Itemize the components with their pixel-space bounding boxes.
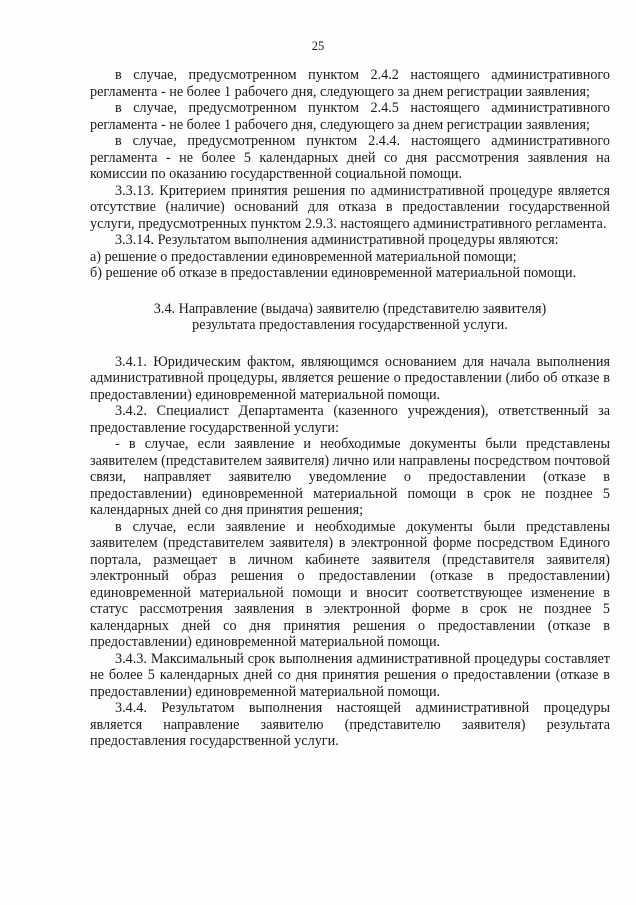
paragraph: 3.4.2. Специалист Департамента (казенного учреждения), ответственный за предоставление государственной услуги: xyxy=(90,403,610,436)
list-item: а) решение о предоставлении единовременной материальной помощи; xyxy=(90,248,517,265)
section-heading xyxy=(90,301,610,334)
document-body xyxy=(90,67,610,750)
paragraph: в случае, предусмотренном пунктом 2.4.2 настоящего административного регламента - не более 1 рабочего дня, следующего за днем регистрации заявления; xyxy=(90,67,610,100)
paragraph: в случае, предусмотренном пунктом 2.4.5 настоящего административного регламента - не более 1 рабочего дня, следующего за днем регистрации заявления; xyxy=(90,100,610,133)
paragraph: - в случае, если заявление и необходимые документы были представлены заявителем (представителем заявителя) лично или направлены посредством почтовой связи, направляет заявителю уведомление о предоставлении (отказе в предоставлении) единовременной материальной помощи в срок не позднее 5 календарных дней со дня принятия решения; xyxy=(90,436,610,518)
list-item: б) решение об отказе в предоставлении единовременной материальной помощи. xyxy=(90,265,577,281)
paragraph: 3.4.3. Максимальный срок выполнения административной процедуры составляет не более 5 календарных дней со дня принятия решения о предоставлении (отказе в предоставлении) единовременной материальной помощи. xyxy=(90,650,610,700)
paragraph: в случае, предусмотренном пунктом 2.4.4. настоящего административного регламента - не более 5 календарных дней со дня рассмотрения заявления на комиссии по оказанию государственной социальной помощи. xyxy=(90,133,610,182)
paragraph: 3.3.14. Результатом выполнения административной процедуры являются: xyxy=(115,232,559,248)
paragraph: 3.3.13. Критерием принятия решения по административной процедуре является отсутствие (наличие) оснований для отказа в предоставлении государственной услуги, предусмотренных пунктом 2.9.3. настоящего административного регламента. xyxy=(90,182,610,232)
section-heading-line: результата предоставления государственной услуги. xyxy=(192,317,508,333)
page-number: 25 xyxy=(311,39,325,53)
paragraph: 3.4.4. Результатом выполнения настоящей административной процедуры является направление заявителю (представителю заявителя) результата предоставления государственной услуги. xyxy=(90,700,610,749)
section-heading-line: 3.4. Направление (выдача) заявителю (представителю заявителя) xyxy=(153,300,547,317)
paragraph: 3.4.1. Юридическим фактом, являющимся основанием для начала выполнения административной процедуры, является решение о предоставлении (либо об отказе в предоставлении) единовременной материальной помощи. xyxy=(90,353,610,403)
paragraph: в случае, если заявление и необходимые документы были представлены заявителем (представителем заявителя) в электронной форме посредством Единого портала, размещает в личном кабинете заявителя (представителя заявителя) электронный образ решения о предоставлении (отказе в предоставлении) единовременной материальной помощи и вносит соответствующее изменение в статус рассмотрения заявления в электронной форме в срок не позднее 5 календарных дней со дня принятия решения о предоставлении (отказе в предоставлении) единовременной материальной помощи. xyxy=(90,518,610,650)
